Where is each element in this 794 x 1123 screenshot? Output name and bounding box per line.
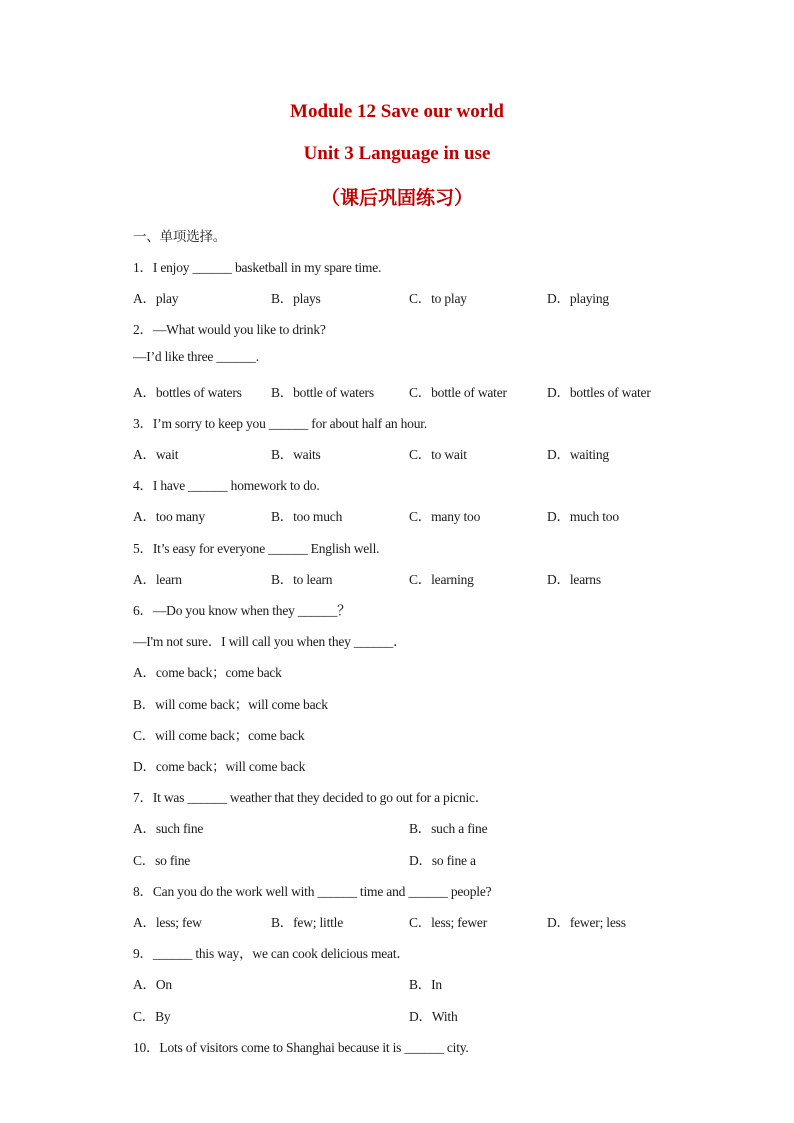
question-stem: 2．—What would you like to drink? bbox=[133, 322, 326, 337]
option-c: C．to wait bbox=[409, 447, 467, 462]
question-stem-reply: —I’d like three ______. bbox=[133, 349, 259, 364]
question-stem: 7．It was ______ weather that they decided to go out for a picnic． bbox=[133, 790, 489, 805]
option-d: D．With bbox=[409, 1009, 458, 1024]
question-stem: 9．______ this way，we can cook delicious meat． bbox=[133, 946, 410, 961]
option-a: A．too many bbox=[133, 509, 205, 524]
module-title: Module 12 Save our world bbox=[290, 101, 504, 122]
option-b: B．to learn bbox=[271, 572, 333, 587]
question-stem-reply: —I'm not sure．I will call you when they ______． bbox=[133, 634, 407, 649]
option-d: D．learns bbox=[547, 572, 601, 587]
option-c: C．bottle of water bbox=[409, 385, 507, 400]
option-b: B．In bbox=[409, 977, 442, 992]
option-c: C．By bbox=[133, 1009, 171, 1024]
option-c: C．to play bbox=[409, 291, 467, 306]
question-stem: 8．Can you do the work well with ______ time and ______ people? bbox=[133, 884, 492, 899]
exercise-subtitle: （课后巩固练习） bbox=[320, 188, 473, 209]
unit-title: Unit 3 Language in use bbox=[303, 143, 491, 164]
option-b: B．will come back；will come back bbox=[133, 697, 328, 712]
option-c: C．many too bbox=[409, 509, 481, 524]
option-a: A．wait bbox=[133, 447, 179, 462]
option-a: A．learn bbox=[133, 572, 182, 587]
question-stem: 10．Lots of visitors come to Shanghai because it is ______ city. bbox=[133, 1040, 469, 1055]
option-d: D．playing bbox=[547, 291, 609, 306]
option-b: B．plays bbox=[271, 291, 321, 306]
question-stem: 6．—Do you know when they ______？ bbox=[133, 603, 351, 618]
option-d: D．waiting bbox=[547, 447, 609, 462]
question-stem: 3．I’m sorry to keep you ______ for about half an hour. bbox=[133, 416, 428, 431]
question-stem: 4．I have ______ homework to do. bbox=[133, 478, 320, 493]
option-c: C．will come back；come back bbox=[133, 728, 305, 743]
option-a: A．play bbox=[133, 291, 179, 306]
option-a: A．On bbox=[133, 977, 172, 992]
option-a: A．come back；come back bbox=[133, 665, 282, 680]
option-c: C．less; fewer bbox=[409, 915, 488, 930]
section-heading: 一、单项选择。 bbox=[133, 229, 227, 244]
option-d: D．fewer; less bbox=[547, 915, 626, 930]
question-stem: 1．I enjoy ______ basketball in my spare time. bbox=[133, 260, 382, 275]
option-d: D．come back；will come back bbox=[133, 759, 306, 774]
option-c: C．learning bbox=[409, 572, 474, 587]
option-c: C．so fine bbox=[133, 853, 191, 868]
option-b: B．few; little bbox=[271, 915, 344, 930]
option-d: D．so fine a bbox=[409, 853, 476, 868]
option-b: B．bottle of waters bbox=[271, 385, 374, 400]
option-b: B．waits bbox=[271, 447, 321, 462]
option-a: A．bottles of waters bbox=[133, 385, 242, 400]
option-a: A．such fine bbox=[133, 821, 204, 836]
option-d: D．bottles of water bbox=[547, 385, 651, 400]
option-b: B．such a fine bbox=[409, 821, 488, 836]
option-b: B．too much bbox=[271, 509, 343, 524]
option-d: D．much too bbox=[547, 509, 619, 524]
question-stem: 5．It’s easy for everyone ______ English well. bbox=[133, 541, 380, 556]
option-a: A．less; few bbox=[133, 915, 202, 930]
